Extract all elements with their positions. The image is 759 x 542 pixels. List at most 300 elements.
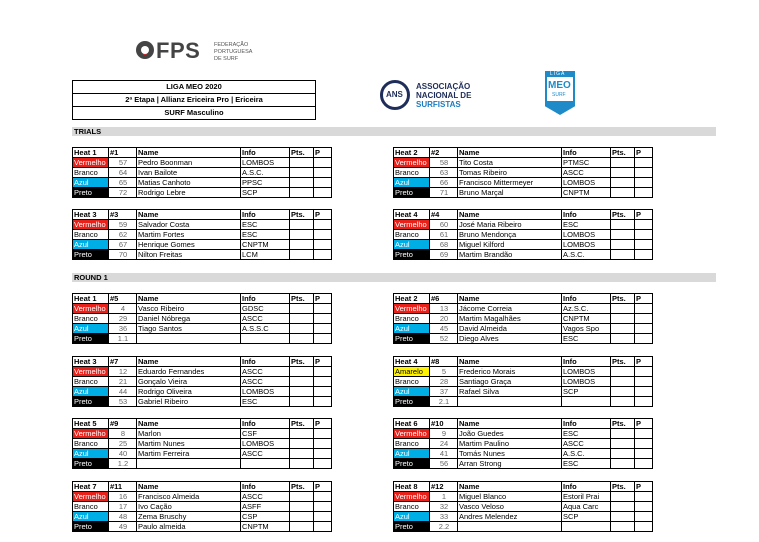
points-cell [611,512,635,522]
club-info: CSP [241,512,290,522]
club-info: CNPTM [562,188,611,198]
jersey-color: Preto [394,188,430,198]
place-cell [635,158,653,168]
place-cell [635,168,653,178]
club-info: A.S.C. [562,449,611,459]
table-row [73,168,332,178]
surfer-name: Arran Strong [458,459,562,469]
table-row [394,324,653,334]
column-info: Info [562,210,611,220]
points-cell [611,334,635,344]
jersey-color: Preto [394,397,430,407]
surfer-name [137,459,241,469]
seed: 45 [430,324,458,334]
points-cell [290,397,314,407]
place-cell [635,449,653,459]
club-info: ESC [562,334,611,344]
club-info: LOMBOS [562,178,611,188]
points-cell [611,522,635,532]
surfer-name: Martim Ferreira [137,449,241,459]
jersey-color: Azul [394,449,430,459]
points-cell [290,459,314,469]
table-row [73,512,332,522]
club-info: ASCC [241,367,290,377]
heat-label: Heat 1 [73,294,109,304]
club-info: A.S.C. [562,250,611,260]
place-cell [314,367,332,377]
seed: 1.1 [109,334,137,344]
jersey-color: Branco [73,439,109,449]
points-cell [290,449,314,459]
surfer-name: Eduardo Fernandes [137,367,241,377]
surfer-name: Zema Bruschy [137,512,241,522]
place-cell [635,397,653,407]
jersey-color: Branco [394,502,430,512]
points-cell [611,314,635,324]
place-cell [314,512,332,522]
liga-meo-logo: LIGA MEO SURF [545,71,575,119]
place-cell [635,250,653,260]
column-name: Name [137,210,241,220]
jersey-color: Preto [394,334,430,344]
place-cell [635,304,653,314]
place-cell [314,230,332,240]
table-row [73,439,332,449]
club-info: A.S.S.C [241,324,290,334]
column-points: Pts. [290,482,314,492]
club-info: CNPTM [241,522,290,532]
seed: 1.2 [109,459,137,469]
place-cell [314,314,332,324]
table-row [73,334,332,344]
seed: 24 [430,439,458,449]
table-row [73,522,332,532]
table-row [394,449,653,459]
heat-table [72,293,332,344]
points-cell [290,387,314,397]
surfer-name [458,397,562,407]
points-cell [611,397,635,407]
jersey-color: Preto [394,459,430,469]
column-place: P [314,419,332,429]
table-row [394,220,653,230]
column-place: P [314,148,332,158]
club-info [562,522,611,532]
table-row [394,188,653,198]
column-place: P [314,294,332,304]
seed: 58 [430,158,458,168]
jersey-color: Branco [73,377,109,387]
table-row [73,250,332,260]
table-row [73,304,332,314]
seed: 71 [430,188,458,198]
seed: 62 [109,230,137,240]
jersey-color: Preto [394,250,430,260]
table-row [73,377,332,387]
surfer-name: Miguel Kilford [458,240,562,250]
table-row [73,502,332,512]
jersey-color: Branco [394,439,430,449]
surfer-name: Miguel Blanco [458,492,562,502]
place-cell [314,397,332,407]
jersey-color: Azul [73,387,109,397]
jersey-color: Branco [73,502,109,512]
column-info: Info [241,482,290,492]
table-row [394,387,653,397]
club-info [562,397,611,407]
surfer-name: Tiago Santos [137,324,241,334]
heat-label: Heat 1 [73,148,109,158]
seed: 61 [430,230,458,240]
surfer-name: Francisco Mittermeyer [458,178,562,188]
points-cell [611,158,635,168]
column-place: P [314,482,332,492]
table-row [394,240,653,250]
column-info: Info [562,482,611,492]
place-cell [314,158,332,168]
club-info: LCM [241,250,290,260]
table-row [394,250,653,260]
heat-number: #12 [430,482,458,492]
heat-label: Heat 2 [394,148,430,158]
table-row [73,230,332,240]
column-name: Name [137,419,241,429]
club-info: Vagos Spo [562,324,611,334]
table-row [394,439,653,449]
column-points: Pts. [290,148,314,158]
table-row [394,304,653,314]
club-info: LOMBOS [562,230,611,240]
heat-label: Heat 2 [394,294,430,304]
place-cell [314,387,332,397]
ans-logo-text: ASSOCIAÇÃO NACIONAL DE SURFISTAS [416,82,472,109]
surfer-name [137,334,241,344]
place-cell [635,387,653,397]
seed: 65 [109,178,137,188]
surfer-name: Bruno Mendonça [458,230,562,240]
jersey-color: Vermelho [394,220,430,230]
column-info: Info [562,294,611,304]
jersey-color: Azul [394,387,430,397]
points-cell [611,387,635,397]
heat-number: #8 [430,357,458,367]
heat-table [72,147,332,198]
place-cell [314,188,332,198]
surfer-name: Jácome Correia [458,304,562,314]
jersey-color: Branco [394,314,430,324]
jersey-color: Azul [73,449,109,459]
place-cell [635,314,653,324]
club-info: A.S.C. [241,168,290,178]
club-info: ASCC [241,492,290,502]
club-info: CSF [241,429,290,439]
club-info: SCP [241,188,290,198]
surfer-name: Martim Magalhães [458,314,562,324]
seed: 48 [109,512,137,522]
surfer-name: Matias Canhoto [137,178,241,188]
heat-label: Heat 4 [394,210,430,220]
table-row [73,240,332,250]
surfer-name: Frederico Morais [458,367,562,377]
points-cell [290,304,314,314]
club-info: ASCC [241,377,290,387]
heat-table [393,418,653,469]
club-info: LOMBOS [241,387,290,397]
heat-number: #3 [109,210,137,220]
surfer-name: Gonçalo Vieira [137,377,241,387]
club-info: ASCC [241,314,290,324]
column-place: P [314,210,332,220]
jersey-color: Vermelho [394,304,430,314]
table-row [394,168,653,178]
table-row [73,387,332,397]
points-cell [611,439,635,449]
surfer-name: Tito Costa [458,158,562,168]
points-cell [611,502,635,512]
place-cell [635,230,653,240]
club-info: ASFF [241,502,290,512]
column-info: Info [562,357,611,367]
club-info: ESC [562,220,611,230]
table-row [73,492,332,502]
points-cell [290,158,314,168]
club-info: Az.S.C. [562,304,611,314]
table-row [73,314,332,324]
surfer-name: Marlon [137,429,241,439]
table-row [394,397,653,407]
table-row [73,220,332,230]
heat-number: #6 [430,294,458,304]
seed: 66 [430,178,458,188]
points-cell [290,188,314,198]
club-info: ASCC [562,168,611,178]
points-cell [290,377,314,387]
club-info: CNPTM [562,314,611,324]
jersey-color: Azul [73,324,109,334]
place-cell [635,492,653,502]
column-name: Name [458,419,562,429]
jersey-color: Preto [73,250,109,260]
table-row [73,178,332,188]
column-info: Info [241,294,290,304]
seed: 1 [430,492,458,502]
heat-label: Heat 7 [73,482,109,492]
table-row [394,512,653,522]
seed: 17 [109,502,137,512]
place-cell [314,220,332,230]
section-trials: TRIALS [72,127,716,136]
heat-table [393,147,653,198]
surfer-name: David Almeida [458,324,562,334]
column-name: Name [137,294,241,304]
surfer-name: Martim Paulino [458,439,562,449]
table-row [394,158,653,168]
column-points: Pts. [611,419,635,429]
seed: 5 [430,367,458,377]
place-cell [314,492,332,502]
surfer-name: Rafael Silva [458,387,562,397]
column-info: Info [241,210,290,220]
surfer-name: Ivan Bailote [137,168,241,178]
seed: 56 [430,459,458,469]
place-cell [635,324,653,334]
table-row [394,377,653,387]
surfer-name: Daniel Nóbrega [137,314,241,324]
club-info [241,459,290,469]
seed: 70 [109,250,137,260]
table-row [73,397,332,407]
heat-table [72,418,332,469]
surfer-name: Tomas Ribeiro [458,168,562,178]
seed: 59 [109,220,137,230]
column-name: Name [458,357,562,367]
table-row [394,502,653,512]
jersey-color: Vermelho [73,220,109,230]
seed: 40 [109,449,137,459]
seed: 8 [109,429,137,439]
ans-logo [380,78,500,118]
jersey-color: Preto [73,397,109,407]
heat-table [72,481,332,532]
points-cell [290,512,314,522]
table-row [394,178,653,188]
seed: 57 [109,158,137,168]
place-cell [314,522,332,532]
points-cell [611,459,635,469]
fps-logo-letters: FPS [156,38,201,63]
club-info: Estoril Prai [562,492,611,502]
points-cell [611,429,635,439]
column-place: P [635,419,653,429]
place-cell [635,367,653,377]
heat-number: #7 [109,357,137,367]
points-cell [611,168,635,178]
event-category: SURF Masculino [164,108,224,117]
surfer-name: Francisco Almeida [137,492,241,502]
column-points: Pts. [611,482,635,492]
jersey-color: Azul [73,240,109,250]
table-row [394,459,653,469]
points-cell [290,367,314,377]
column-place: P [314,357,332,367]
seed: 52 [430,334,458,344]
surfer-name: Paulo almeida [137,522,241,532]
points-cell [290,314,314,324]
table-row [73,188,332,198]
seed: 64 [109,168,137,178]
jersey-color: Preto [73,522,109,532]
table-row [73,459,332,469]
points-cell [290,522,314,532]
jersey-color: Preto [73,188,109,198]
seed: 2.1 [430,397,458,407]
seed: 68 [430,240,458,250]
club-info: LOMBOS [241,158,290,168]
table-row [394,492,653,502]
place-cell [635,178,653,188]
points-cell [290,439,314,449]
seed: 20 [430,314,458,324]
points-cell [290,178,314,188]
points-cell [611,220,635,230]
club-info: GDSC [241,304,290,314]
place-cell [635,459,653,469]
column-place: P [635,357,653,367]
club-info: ASCC [562,439,611,449]
jersey-color: Azul [73,512,109,522]
points-cell [290,324,314,334]
jersey-color: Amarelo [394,367,430,377]
heat-label: Heat 3 [73,210,109,220]
seed: 53 [109,397,137,407]
seed: 33 [430,512,458,522]
place-cell [635,439,653,449]
jersey-color: Preto [394,522,430,532]
surfer-name: Tomás Nunes [458,449,562,459]
seed: 29 [109,314,137,324]
jersey-color: Vermelho [394,158,430,168]
column-place: P [635,482,653,492]
points-cell [611,449,635,459]
points-cell [290,220,314,230]
table-row [73,324,332,334]
club-info: LOMBOS [562,377,611,387]
seed: 44 [109,387,137,397]
surfer-name: Rodrigo Oliveira [137,387,241,397]
club-info: SCP [562,387,611,397]
club-info: PPSC [241,178,290,188]
place-cell [314,429,332,439]
place-cell [314,459,332,469]
jersey-color: Azul [73,178,109,188]
club-info: ESC [241,397,290,407]
surfer-name: Vasco Veloso [458,502,562,512]
column-place: P [635,294,653,304]
heat-label: Heat 3 [73,357,109,367]
points-cell [290,240,314,250]
heat-table [393,356,653,407]
table-row [394,522,653,532]
points-cell [290,168,314,178]
event-title: LIGA MEO 2020 [73,81,315,94]
place-cell [635,522,653,532]
jersey-color: Vermelho [394,492,430,502]
points-cell [611,230,635,240]
seed: 37 [430,387,458,397]
column-info: Info [241,357,290,367]
seed: 4 [109,304,137,314]
jersey-color: Branco [73,230,109,240]
place-cell [635,334,653,344]
surfer-name: Diego Alves [458,334,562,344]
table-row [394,429,653,439]
surfer-name: Andres Melendez [458,512,562,522]
column-name: Name [137,148,241,158]
column-info: Info [241,148,290,158]
heat-number: #4 [430,210,458,220]
place-cell [314,178,332,188]
jersey-color: Preto [73,334,109,344]
points-cell [290,250,314,260]
column-points: Pts. [290,357,314,367]
club-info [241,334,290,344]
column-name: Name [458,148,562,158]
heat-label: Heat 8 [394,482,430,492]
heat-number: #2 [430,148,458,158]
surfer-name: Nilton Freitas [137,250,241,260]
column-points: Pts. [611,357,635,367]
points-cell [611,304,635,314]
